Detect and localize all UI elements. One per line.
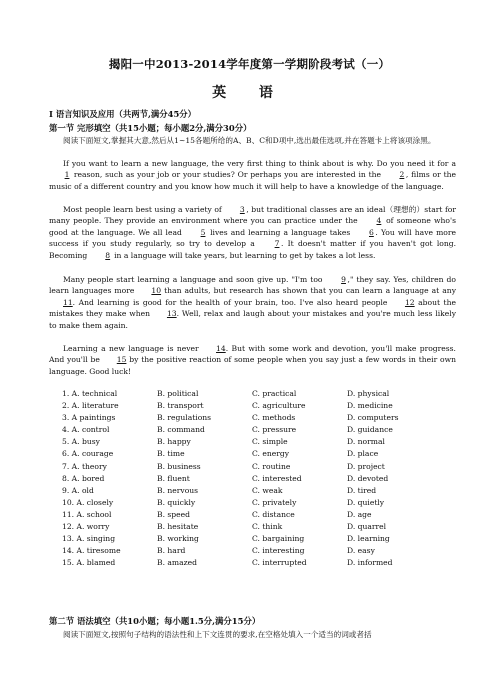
blank-1: 1 <box>64 170 70 180</box>
option-d: D. computers <box>347 413 399 423</box>
option-b: B. transport <box>157 401 204 411</box>
option-a: 11. A. school <box>62 509 112 519</box>
option-d: D. medicine <box>347 401 393 411</box>
blank-9: 9 <box>341 275 346 284</box>
section2-heading: 第二节 语法填空（共10小题；每小题1.5分,满分15分） <box>49 616 261 626</box>
option-d: D. guidance <box>347 425 393 435</box>
option-d: D. age <box>347 509 372 519</box>
option-row-5 <box>62 436 492 448</box>
option-d: D. informed <box>347 558 393 568</box>
option-c: C. pressure <box>252 425 297 435</box>
option-row-13 <box>62 533 492 545</box>
option-b: B. political <box>157 389 199 398</box>
blank-14: 14 <box>216 344 226 353</box>
option-c: C. interesting <box>252 546 305 556</box>
option-c: C. methods <box>252 413 296 423</box>
option-b: B. command <box>157 425 205 435</box>
option-a: 8. A. bored <box>62 473 105 483</box>
option-a: 5. A. busy <box>62 437 100 447</box>
option-c: C. interrupted <box>252 558 307 568</box>
blank-8: 8 <box>105 250 111 260</box>
exam-title: 揭阳一中2013-2014学年度第一学期阶段考试（一） <box>108 57 391 71</box>
option-c: C. think <box>252 522 283 532</box>
section1-heading: 第一节 完形填空（共15小题；每小题2分,满分30分） <box>49 123 252 133</box>
option-row-7 <box>62 461 492 473</box>
section2-instruction: 阅读下面短文,按照句子结构的语法性和上下文连贯的要求,在空格处填入一个适当的词或者括 <box>63 630 372 639</box>
option-b: B. business <box>157 461 201 471</box>
option-d: D. quarrel <box>347 522 387 532</box>
option-c: C. bargaining <box>252 534 305 544</box>
option-row-3 <box>62 412 492 424</box>
option-b: B. regulations <box>157 413 212 423</box>
option-d: D. quietly <box>347 497 385 507</box>
option-a: 4. A. control <box>62 425 110 435</box>
blank-13: 13 <box>166 309 177 319</box>
option-a: 14. A. tiresome <box>62 546 121 556</box>
option-row-1 <box>62 388 492 400</box>
option-row-15 <box>62 557 492 569</box>
option-c: C. energy <box>252 449 290 459</box>
option-d: D. physical <box>347 389 390 398</box>
blank-2: 2 <box>399 170 405 180</box>
option-a: 1. A. technical <box>62 389 118 398</box>
option-c: C. routine <box>252 461 291 471</box>
option-row-2 <box>62 400 492 412</box>
passage-paragraph-4: Learning a new language is never 14. But with some work and devotion, you'll make progress. And you'll be 15 by the positive reaction of some people when you say just a few words in their own language. Good luck! <box>49 344 457 376</box>
option-a: 13. A. singing <box>62 534 116 544</box>
option-row-12 <box>62 521 492 533</box>
option-a: 15. A. blamed <box>62 558 116 568</box>
option-c: C. simple <box>252 437 288 447</box>
option-row-10 <box>62 497 492 509</box>
options-list <box>62 388 492 569</box>
subject-title: 英 语 <box>212 85 287 101</box>
option-b: B. hesitate <box>157 522 199 532</box>
blank-11: 11 <box>63 297 73 307</box>
blank-6: 6 <box>368 227 374 237</box>
blank-4: 4 <box>376 216 382 226</box>
passage-paragraph-2: Most people learn best using a variety of 3 , but traditional classes are an ideal（理想的）start for many people. They provide an environment where you can practice under the 4 of someone who's good at the language. We all lead 5 lives and learning a language takes 6 . You will have more success if you study regularly, so try to develop a 7 . It doesn't matter if you haven't got long. Becoming 8 in a language will take years, but learning to get by takes a lot less. <box>49 205 456 260</box>
option-d: D. project <box>347 461 385 471</box>
option-a: 3. A paintings <box>62 413 116 423</box>
blank-7: 7 <box>274 239 280 249</box>
section1-instruction: 阅读下面短文,掌握其大意,然后从1~15各题所给的A、B、C和D项中,选出最佳选项,并在答题卡上将该项涂黑。 <box>63 136 436 145</box>
option-d: D. tired <box>347 485 377 495</box>
option-c: C. privately <box>252 497 297 507</box>
option-b: B. fluent <box>157 473 190 483</box>
blank-15: 15 <box>116 355 127 365</box>
option-c: C. distance <box>252 509 295 519</box>
option-d: D. devoted <box>347 473 389 483</box>
passage-paragraph-1: If you want to learn a new language, the very first thing to think about is why. Do you need it for a 1 reason, such as your job or your studies? Or perhaps you are interested in the 2 , films or the music of a different country and you know how much it will help to have a knowledge of the language. <box>49 159 457 191</box>
option-d: D. learning <box>347 534 390 544</box>
option-row-9 <box>62 485 492 497</box>
option-b: B. amazed <box>157 558 198 568</box>
option-c: C. practical <box>252 389 297 398</box>
option-c: C. agriculture <box>252 401 306 411</box>
passage-paragraph-3: Many people start learning a language and soon give up. "I'm too 9 ," they say. Yes, children do learn languages more 10 than adults, but research has shown that you can learn a language at any 11. And learning is good for the health of your brain, too. I've also heard people 12 about the mistakes they make when 13. Well, relax and laugh about your mistakes and you're much less likely to make them again. <box>49 275 456 330</box>
option-b: B. quickly <box>157 497 196 507</box>
option-d: D. easy <box>347 546 375 556</box>
option-a: 6. A. courage <box>62 449 114 459</box>
option-a: 2. A. literature <box>62 401 119 411</box>
option-b: B. hard <box>157 546 186 556</box>
option-row-14 <box>62 545 492 557</box>
option-b: B. working <box>157 534 199 544</box>
option-d: D. place <box>347 449 379 459</box>
option-row-8 <box>62 473 492 485</box>
blank-5: 5 <box>200 227 206 237</box>
option-b: B. speed <box>157 509 191 519</box>
option-b: B. nervous <box>157 485 199 495</box>
option-a: 7. A. theory <box>62 461 107 471</box>
option-d: D. normal <box>347 437 385 447</box>
option-a: 12. A. worry <box>62 522 110 532</box>
option-c: C. interested <box>252 473 302 483</box>
blank-3: 3 <box>239 205 245 214</box>
option-a: 10. A. closely <box>62 497 114 507</box>
option-row-11 <box>62 509 492 521</box>
part-heading: I 语言知识及应用（共两节,满分45分） <box>49 109 197 119</box>
blank-10: 10 <box>151 286 162 296</box>
option-c: C. weak <box>252 485 283 495</box>
option-row-4 <box>62 424 492 436</box>
option-a: 9. A. old <box>62 485 94 495</box>
option-row-6 <box>62 448 492 460</box>
option-b: B. happy <box>157 437 191 447</box>
blank-12: 12 <box>404 297 415 307</box>
option-b: B. time <box>157 449 185 459</box>
